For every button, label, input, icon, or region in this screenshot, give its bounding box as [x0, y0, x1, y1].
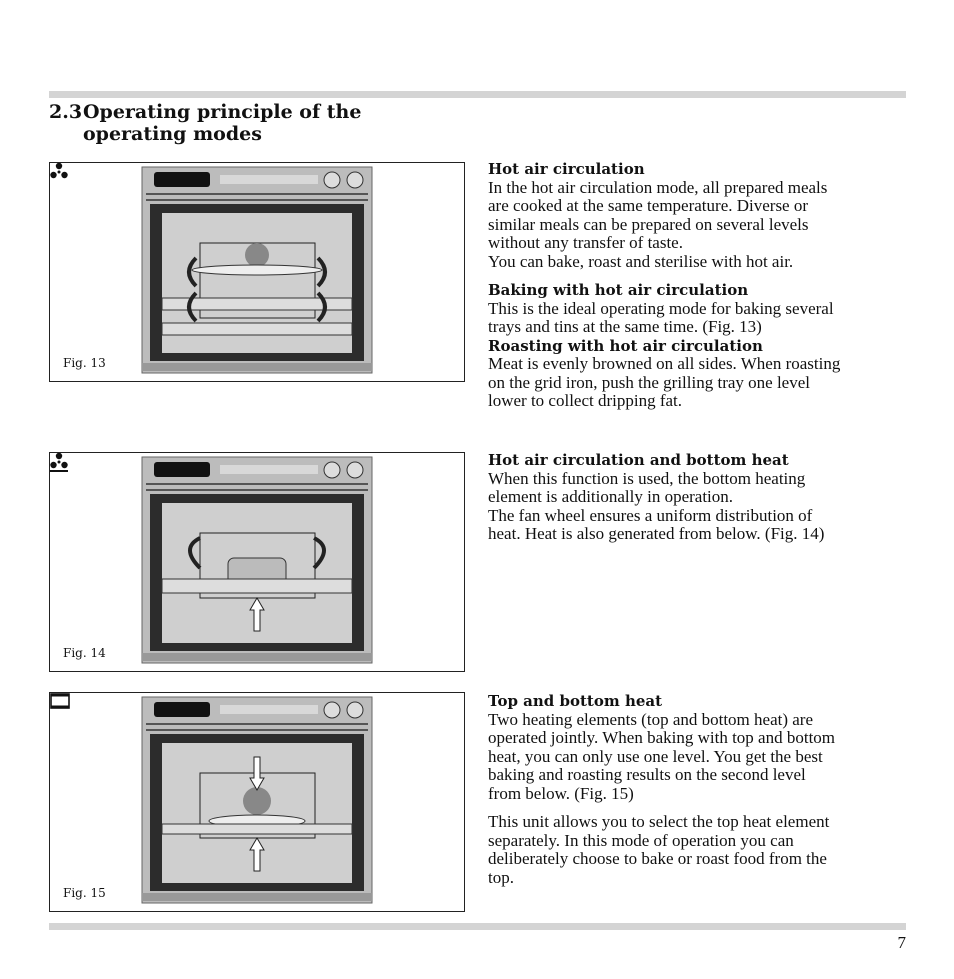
roasting-heading: Roasting with hot air circulation — [488, 336, 763, 355]
figure-label: Fig. 15 — [63, 886, 106, 900]
figure-13 — [49, 162, 465, 382]
section-title-line1: Operating principle of the — [83, 101, 362, 123]
hot-air-bottom-heading: Hot air circulation and bottom heat — [488, 451, 789, 469]
text-line: separately. In this mode of operation you can — [488, 830, 794, 850]
text-line: from below. (Fig. 15) — [488, 783, 634, 803]
text-line: When this function is used, the bottom heating — [488, 468, 806, 488]
top-bottom-heading: Top and bottom heat — [488, 692, 663, 710]
text-line: Two heating elements (top and bottom heat) are — [488, 709, 814, 729]
text-line: top. — [488, 867, 514, 887]
hot-air-heading: Hot air circulation — [488, 160, 645, 178]
text-line: You can bake, roast and sterilise with hot air. — [488, 251, 794, 271]
text-line: on the grid iron, push the grilling tray one level — [488, 372, 810, 392]
section-heading — [49, 101, 469, 145]
oven-illustration-hot-air-bottom-heat — [50, 453, 464, 671]
bottom-rule — [49, 923, 906, 930]
page-number: 7 — [897, 933, 906, 952]
text-line: heat. Heat is also generated from below. (Fig. 14) — [488, 524, 825, 543]
text-line: without any transfer of taste. — [488, 233, 683, 252]
text-line: deliberately choose to bake or roast food from the — [488, 849, 827, 868]
hot-air-circulation-text — [488, 160, 908, 411]
text-line: heat, you can only use one level. You get the best — [488, 746, 823, 766]
section-number: 2.3 — [49, 101, 83, 123]
text-line: This is the ideal operating mode for baking several — [488, 298, 834, 318]
figure-15 — [49, 692, 465, 912]
figure-14 — [49, 452, 465, 672]
text-line: In the hot air circulation mode, all prepared meals — [488, 177, 828, 197]
text-line: baking and roasting results on the second level — [488, 765, 806, 784]
text-line: similar meals can be prepared on several levels — [488, 214, 809, 234]
top-rule — [49, 91, 906, 98]
text-line: are cooked at the same temperature. Diverse or — [488, 196, 809, 215]
figure-label: Fig. 14 — [63, 646, 106, 660]
text-line: The fan wheel ensures a uniform distribution of — [488, 505, 813, 525]
text-line: element is additionally in operation. — [488, 487, 734, 506]
text-line: operated jointly. When baking with top and bottom — [488, 728, 836, 747]
section-title-line2: operating modes — [83, 123, 262, 145]
oven-illustration-top-bottom-heat — [50, 693, 464, 911]
text-line: lower to collect dripping fat. — [488, 391, 683, 410]
baking-heading: Baking with hot air circulation — [488, 281, 749, 299]
figure-label: Fig. 13 — [63, 356, 106, 370]
hot-air-bottom-heat-text — [488, 451, 908, 544]
oven-illustration-hot-air — [50, 163, 464, 381]
text-line: trays and tins at the same time. (Fig. 13) — [488, 317, 762, 336]
text-line: This unit allows you to select the top heat element — [488, 812, 830, 831]
top-bottom-heat-text — [488, 692, 908, 887]
text-line: Meat is evenly browned on all sides. When roasting — [488, 354, 841, 373]
